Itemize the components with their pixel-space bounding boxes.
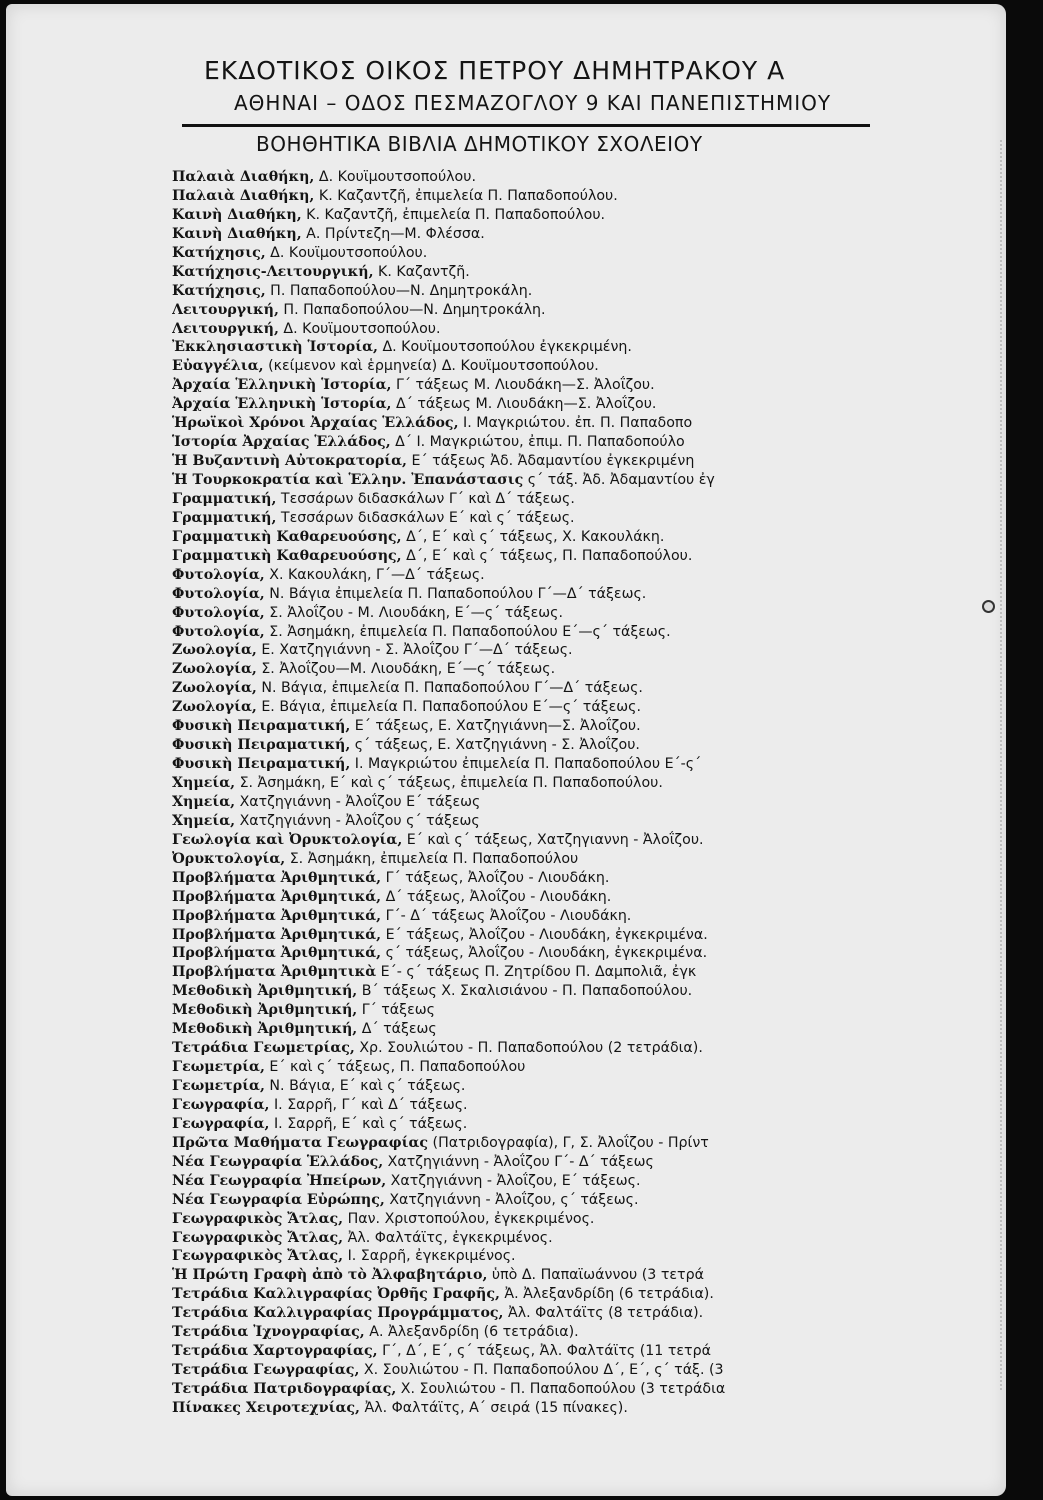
- book-title: Πρῶτα Μαθήματα Γεωγραφίας: [172, 1134, 429, 1151]
- book-entry: [172, 793, 872, 812]
- book-title: Γεωγραφικὸς Ἄτλας,: [172, 1229, 344, 1246]
- book-title: Προβλήματα Ἀριθμητικά,: [172, 907, 382, 924]
- book-details: Β΄ τάξεως Χ. Σκαλισιάνου - Π. Παπαδοπούλου.: [357, 983, 693, 1000]
- book-entry: [172, 623, 872, 642]
- book-entry: [172, 736, 872, 755]
- book-entry: [172, 395, 872, 414]
- book-details: Ἀλ. Φαλτάϊτς, Α΄ σειρά (15 πίνακες).: [359, 1399, 628, 1416]
- book-entry: [172, 566, 872, 585]
- book-details: Ἀλ. Φαλτάϊτς, ἐγκεκριμένος.: [343, 1229, 553, 1246]
- book-title: Καινὴ Διαθήκη,: [172, 225, 302, 242]
- book-entry: [172, 774, 872, 793]
- publisher-name: ΕΚΔΟΤΙΚΟΣ ΟΙΚΟΣ ΠΕΤΡΟΥ ΔΗΜΗΤΡΑΚΟΥ Α: [204, 56, 786, 85]
- book-entry: [172, 1115, 872, 1134]
- book-details: Σ. Ἀλοΐζου—Μ. Λιουδάκη, Ε΄—ς΄ τάξεως.: [256, 661, 556, 678]
- book-details: Ι. Σαρρῆ, Ε΄ καὶ ς΄ τάξεως.: [269, 1115, 468, 1132]
- book-details: Σ. Ἀσημάκη, ἐπιμελεία Π. Παπαδοπούλου: [285, 850, 579, 867]
- book-entry: [172, 641, 872, 660]
- book-entry: [172, 755, 872, 774]
- book-title: Τετράδια Καλλιγραφίας Ὀρθῆς Γραφῆς,: [172, 1286, 500, 1303]
- book-title: Τετράδια Ἰχνογραφίας,: [172, 1324, 365, 1341]
- book-title: Προβλήματα Ἀριθμητικά,: [172, 869, 382, 886]
- book-title: Ζωολογία,: [172, 680, 257, 697]
- book-details: ς΄ τάξεως, Ἀλοΐζου - Λιουδάκη, ἐγκεκριμένα.: [381, 945, 708, 962]
- book-title: Χημεία,: [172, 793, 236, 810]
- book-details: Χρ. Σουλιώτου - Π. Παπαδοπούλου (2 τετράδια).: [354, 1040, 703, 1057]
- book-title: Νέα Γεωγραφία Εὐρώπης,: [172, 1191, 385, 1208]
- book-entry: [172, 1323, 872, 1342]
- book-title: Ζωολογία,: [172, 661, 257, 678]
- book-entry: [172, 168, 872, 187]
- book-entry: [172, 717, 872, 736]
- book-details: Ε. Βάγια, ἐπιμελεία Π. Παπαδοπούλου Ε΄—ς΄ τάξεως.: [256, 699, 641, 716]
- book-details: Ι. Σαρρῆ, ἐγκεκριμένος.: [343, 1248, 516, 1265]
- book-entry: [172, 1285, 872, 1304]
- book-entry: [172, 812, 872, 831]
- book-entry: [172, 660, 872, 679]
- book-entry: [172, 1020, 872, 1039]
- book-details: Χ. Κακουλάκη, Γ΄—Δ΄ τάξεως.: [264, 566, 485, 583]
- book-title: Γεωμετρία,: [172, 1078, 265, 1094]
- book-details: Α. Ἀλεξανδρίδη (6 τετράδια).: [364, 1324, 579, 1341]
- book-entry: [172, 1229, 872, 1248]
- book-entry: [172, 547, 872, 566]
- book-title: Παλαιὰ Διαθήκη,: [172, 187, 315, 204]
- book-entry: [172, 452, 872, 471]
- book-details: Δ΄ Ι. Μαγκριώτου, ἐπιμ. Π. Παπαδοπούλο: [390, 434, 685, 451]
- book-title: Γραμματική,: [172, 509, 277, 526]
- book-details: Χ. Σουλιώτου - Π. Παπαδοπούλου Δ΄, Ε΄, ς΄ τάξ. (3: [359, 1362, 724, 1379]
- book-title: Φυσικὴ Πειραματική,: [172, 756, 351, 773]
- book-entry: [172, 1058, 872, 1077]
- book-title: Γεωμετρία,: [172, 1059, 265, 1076]
- book-title: Ὀρυκτολογία,: [172, 850, 286, 867]
- book-entry: [172, 187, 872, 206]
- book-entry: [172, 698, 872, 717]
- book-details: Γ΄, Δ΄, Ε΄, ς΄ τάξεως, Ἀλ. Φαλτάϊτς (11 τετρά: [377, 1343, 711, 1360]
- book-title: Ἱστορία Ἀρχαίας Ἑλλάδος,: [172, 434, 391, 451]
- book-entry: [172, 206, 872, 225]
- book-details: Σ. Ἀλοΐζου - Μ. Λιουδάκη, Ε΄—ς΄ τάξεως.: [264, 604, 563, 621]
- book-title: Τετράδια Γεωμετρίας,: [172, 1040, 355, 1057]
- book-entry: [172, 1191, 872, 1210]
- book-entry: [172, 907, 872, 926]
- book-details: Σ. Ἀσημάκη, ἐπιμελεία Π. Παπαδοπούλου Ε΄—ς΄ τάξεως.: [264, 623, 671, 640]
- book-details: Ἀ. Ἀλεξανδρίδη (6 τετράδια).: [499, 1286, 714, 1303]
- book-entry: [172, 282, 872, 301]
- book-title: Ἡ Πρώτη Γραφὴ ἀπὸ τὸ Ἀλφαβητάριο,: [172, 1267, 488, 1284]
- book-entry: [172, 320, 872, 339]
- publisher-header: [176, 56, 876, 115]
- book-details: Ι. Μαγκριώτου. ἐπ. Π. Παπαδοπο: [458, 415, 693, 432]
- book-list: [172, 168, 872, 1418]
- book-entry: [172, 1361, 872, 1380]
- book-details: Χατζηγιάννη - Ἀλοΐζου Ε΄ τάξεως: [235, 793, 481, 810]
- book-entry: [172, 414, 872, 433]
- book-details: Χατζηγιάννη - Ἀλοΐζου, ς΄ τάξεως.: [384, 1191, 639, 1208]
- book-entry: [172, 888, 872, 907]
- book-title: Τετράδια Γεωγραφίας,: [172, 1362, 360, 1379]
- book-entry: [172, 831, 872, 850]
- book-entry: [172, 926, 872, 945]
- book-title: Μεθοδικὴ Ἀριθμητική,: [172, 1021, 358, 1038]
- book-details: Ι. Μαγκριώτου ἐπιμελεία Π. Παπαδοπούλου Ε΄-ς΄: [350, 756, 702, 773]
- book-details: Ε΄- ς΄ τάξεως Π. Ζητρίδου Π. Δαμπολιᾶ, ἐγκ: [376, 964, 697, 981]
- catalog-page: [6, 4, 1006, 1496]
- book-title: Φυσικὴ Πειραματική,: [172, 737, 351, 754]
- book-details: Δ΄ τάξεως Μ. Λιουδάκη—Σ. Ἀλοΐζου.: [391, 396, 657, 413]
- book-details: Κ. Καζαντζῆ, ἐπιμελεία Π. Παπαδοπούλου.: [314, 187, 618, 204]
- book-entry: [172, 433, 872, 452]
- book-entry: [172, 982, 872, 1001]
- book-title: Γραμματική,: [172, 490, 277, 507]
- book-title: Γραμματικὴ Καθαρευούσης,: [172, 547, 402, 564]
- book-title: Νέα Γεωγραφία Ἠπείρων,: [172, 1172, 387, 1189]
- book-entry: [172, 376, 872, 395]
- book-title: Προβλήματα Ἀριθμητικὰ: [172, 964, 377, 981]
- book-title: Ἡ Τουρκοκρατία καὶ Ἑλλην. Ἐπανάστασις: [172, 472, 524, 488]
- book-details: Χατζηγιάννη - Ἀλοΐζου Γ΄- Δ΄ τάξεως: [383, 1153, 654, 1170]
- book-entry: [172, 1380, 872, 1399]
- book-entry: [172, 490, 872, 509]
- book-title: Γεωλογία καὶ Ὀρυκτολογία,: [172, 831, 403, 848]
- book-entry: [172, 1153, 872, 1172]
- book-details: Ε΄ τάξεως, Ἀλοΐζου - Λιουδάκη, ἐγκεκριμένα.: [381, 926, 708, 943]
- book-entry: [172, 1039, 872, 1058]
- book-title: Προβλήματα Ἀριθμητικά,: [172, 926, 382, 943]
- book-details: Ε΄ τάξεως Ἀδ. Ἀδαμαντίου ἐγκεκριμένη: [407, 453, 695, 470]
- book-title: Ζωολογία,: [172, 699, 257, 716]
- book-entry: [172, 471, 872, 490]
- book-title: Παλαιὰ Διαθήκη,: [172, 169, 315, 185]
- book-title: Ἡρωϊκοὶ Χρόνοι Ἀρχαίας Ἑλλάδος,: [172, 415, 459, 432]
- book-title: Φυσικὴ Πειραματική,: [172, 718, 351, 735]
- book-entry: [172, 944, 872, 963]
- book-entry: [172, 604, 872, 623]
- book-title: Γεωγραφικὸς Ἄτλας,: [172, 1210, 344, 1227]
- book-details: Ἀλ. Φαλτάϊτς (8 τετράδια).: [503, 1305, 704, 1322]
- book-entry: [172, 225, 872, 244]
- book-title: Φυτολογία,: [172, 585, 265, 602]
- book-details: Γ΄ τάξεως Μ. Λιουδάκη—Σ. Ἀλοΐζου.: [391, 377, 655, 394]
- book-details: Τεσσάρων διδασκάλων Γ΄ καὶ Δ΄ τάξεως.: [276, 490, 575, 507]
- book-entry: [172, 1134, 872, 1153]
- book-title: Φυτολογία,: [172, 623, 265, 640]
- book-details: Παν. Χριστοπούλου, ἐγκεκριμένος.: [343, 1210, 595, 1227]
- book-details: Ε΄ τάξεως, Ε. Χατζηγιάννη—Σ. Ἀλοΐζου.: [350, 718, 641, 735]
- book-title: Ἀρχαία Ἑλληνικὴ Ἱστορία,: [172, 396, 392, 413]
- book-details: Γ΄- Δ΄ τάξεως Ἀλοΐζου - Λιουδάκη.: [381, 907, 632, 924]
- book-entry: [172, 585, 872, 604]
- book-title: Νέα Γεωγραφία Ἑλλάδος,: [172, 1153, 384, 1170]
- book-details: Δ. Κουϊμουτσοπούλου.: [265, 244, 428, 261]
- book-details: (κείμενον καὶ ἑρμηνεία) Δ. Κουϊμουτσοπούλου.: [263, 358, 599, 375]
- book-details: ὑπὸ Δ. Παπαϊωάννου (3 τετρά: [487, 1267, 704, 1284]
- book-entry: [172, 509, 872, 528]
- book-details: Χατζηγιάννη - Ἀλοΐζου ς΄ τάξεως: [235, 812, 480, 829]
- publisher-address: ΑΘΗΝΑΙ – ΟΔΟΣ ΠΕΣΜΑΖΟΓΛΟΥ 9 ΚΑΙ ΠΑΝΕΠΙΣΤΗΜΙΟΥ: [234, 91, 832, 115]
- book-title: Προβλήματα Ἀριθμητικά,: [172, 945, 382, 962]
- book-details: Δ. Κουϊμουτσοπούλου ἐγκεκριμένη.: [377, 339, 632, 356]
- book-title: Ζωολογία,: [172, 642, 257, 659]
- book-details: Π. Παπαδοπούλου—Ν. Δημητροκάλη.: [265, 282, 533, 299]
- book-title: Χημεία,: [172, 812, 236, 829]
- book-entry: [172, 1247, 872, 1266]
- book-title: Ἐκκλησιαστικὴ Ἱστορία,: [172, 339, 378, 356]
- book-entry: [172, 850, 872, 869]
- book-details: Κ. Καζαντζῆ, ἐπιμελεία Π. Παπαδοπούλου.: [301, 206, 606, 223]
- book-title: Πίνακες Χειροτεχνίας,: [172, 1399, 360, 1416]
- book-title: Τετράδια Χαρτογραφίας,: [172, 1343, 378, 1360]
- book-title: Γραμματικὴ Καθαρευούσης,: [172, 528, 402, 545]
- book-title: Κατήχησις-Λειτουργική,: [172, 263, 374, 280]
- book-details: Τεσσάρων διδασκάλων Ε΄ καὶ ς΄ τάξεως.: [276, 509, 575, 526]
- book-details: Ε΄ καὶ ς΄ τάξεως, Π. Παπαδοπούλου: [264, 1059, 526, 1076]
- book-title: Ἀρχαία Ἑλληνικὴ Ἱστορία,: [172, 377, 392, 394]
- book-entry: [172, 1304, 872, 1323]
- book-details: Δ. Κουϊμουτσοπούλου.: [314, 169, 476, 185]
- punch-hole: [982, 600, 995, 613]
- book-details: Δ΄, Ε΄ καὶ ς΄ τάξεως, Π. Παπαδοπούλου.: [401, 547, 693, 564]
- book-title: Γεωγραφία,: [172, 1096, 270, 1113]
- book-details: Ν. Βάγια ἐπιμελεία Π. Παπαδοπούλου Γ΄—Δ΄ τάξεως.: [264, 585, 647, 602]
- book-title: Γεωγραφία,: [172, 1115, 270, 1132]
- book-details: Χ. Σουλιώτου - Π. Παπαδοπούλου (3 τετράδια: [396, 1381, 726, 1397]
- book-details: Σ. Ἀσημάκη, Ε΄ καὶ ς΄ τάξεως, ἐπιμελεία Π. Παπαδοπούλου.: [235, 775, 663, 791]
- book-entry: [172, 1077, 872, 1096]
- book-entry: [172, 1266, 872, 1285]
- book-details: Δ. Κουϊμουτσοπούλου.: [278, 320, 441, 337]
- book-details: Ε΄ καὶ ς΄ τάξεως, Χατζηγιαννη - Ἀλοΐζου.: [402, 831, 704, 848]
- book-details: ς΄ τάξεως, Ε. Χατζηγιάννη - Σ. Ἀλοΐζου.: [350, 737, 640, 754]
- book-details: Γ΄ τάξεως: [357, 1002, 435, 1019]
- book-entry: [172, 1001, 872, 1020]
- book-details: Α. Πρίντεζη—Μ. Φλέσσα.: [301, 225, 485, 242]
- book-entry: [172, 1399, 872, 1418]
- book-title: Λειτουργική,: [172, 320, 279, 337]
- book-entry: [172, 679, 872, 698]
- book-entry: [172, 1210, 872, 1229]
- book-title: Φυτολογία,: [172, 604, 265, 621]
- book-details: Ι. Σαρρῆ, Γ΄ καὶ Δ΄ τάξεως.: [269, 1096, 468, 1113]
- book-entry: [172, 301, 872, 320]
- book-details: Ν. Βάγια, ἐπιμελεία Π. Παπαδοπούλου Γ΄—Δ΄ τάξεως.: [256, 680, 643, 697]
- book-title: Γεωγραφικὸς Ἄτλας,: [172, 1248, 344, 1265]
- book-entry: [172, 1342, 872, 1361]
- book-details: Χατζηγιάννη - Ἀλοΐζου, Ε΄ τάξεως.: [386, 1172, 641, 1189]
- section-title: ΒΟΗΘΗΤΙΚΑ ΒΙΒΛΙΑ ΔΗΜΟΤΙΚΟΥ ΣΧΟΛΕΙΟΥ: [256, 132, 703, 156]
- book-entry: [172, 263, 872, 282]
- book-title: Μεθοδικὴ Ἀριθμητική,: [172, 983, 358, 1000]
- book-details: ς΄ τάξ. Ἀδ. Ἀδαμαντίου ἐγ: [523, 472, 715, 488]
- book-details: Π. Παπαδοπούλου—Ν. Δημητροκάλη.: [278, 301, 546, 318]
- book-title: Καινὴ Διαθήκη,: [172, 206, 302, 223]
- book-entry: [172, 1172, 872, 1191]
- book-title: Μεθοδικὴ Ἀριθμητική,: [172, 1002, 358, 1019]
- book-entry: [172, 244, 872, 263]
- book-title: Φυτολογία,: [172, 566, 265, 583]
- book-title: Τετράδια Καλλιγραφίας Προγράμματος,: [172, 1305, 504, 1322]
- book-details: Ε. Χατζηγιάννη - Σ. Ἀλοΐζου Γ΄—Δ΄ τάξεως.: [256, 642, 573, 659]
- book-title: Χημεία,: [172, 775, 236, 791]
- book-entry: [172, 1096, 872, 1115]
- header-rule: [182, 124, 870, 127]
- book-title: Τετράδια Πατριδογραφίας,: [172, 1381, 397, 1397]
- book-title: Ἡ Βυζαντινὴ Αὐτοκρατορία,: [172, 453, 407, 470]
- book-entry: [172, 869, 872, 888]
- book-entry: [172, 963, 872, 982]
- book-entry: [172, 528, 872, 547]
- book-title: Λειτουργική,: [172, 301, 279, 318]
- book-details: Γ΄ τάξεως, Ἀλοΐζου - Λιουδάκη.: [381, 869, 610, 886]
- book-title: Εὐαγγέλια,: [172, 358, 264, 375]
- book-details: (Πατριδογραφία), Γ, Σ. Ἀλοΐζου - Πρίντ: [428, 1134, 709, 1151]
- book-details: Ν. Βάγια, Ε΄ καὶ ς΄ τάξεως.: [264, 1078, 466, 1094]
- book-title: Προβλήματα Ἀριθμητικά,: [172, 888, 382, 905]
- book-title: Κατήχησις,: [172, 244, 266, 261]
- book-details: Δ΄ τάξεως, Ἀλοΐζου - Λιουδάκη.: [381, 888, 612, 905]
- book-details: Δ΄, Ε΄ καὶ ς΄ τάξεως, Χ. Κακουλάκη.: [401, 528, 665, 545]
- book-title: Κατήχησις,: [172, 282, 266, 299]
- book-details: Δ΄ τάξεως: [357, 1021, 437, 1038]
- book-entry: [172, 338, 872, 357]
- book-entry: [172, 357, 872, 376]
- book-details: Κ. Καζαντζῆ.: [373, 263, 470, 280]
- binding-stitches: [1000, 140, 1008, 1390]
